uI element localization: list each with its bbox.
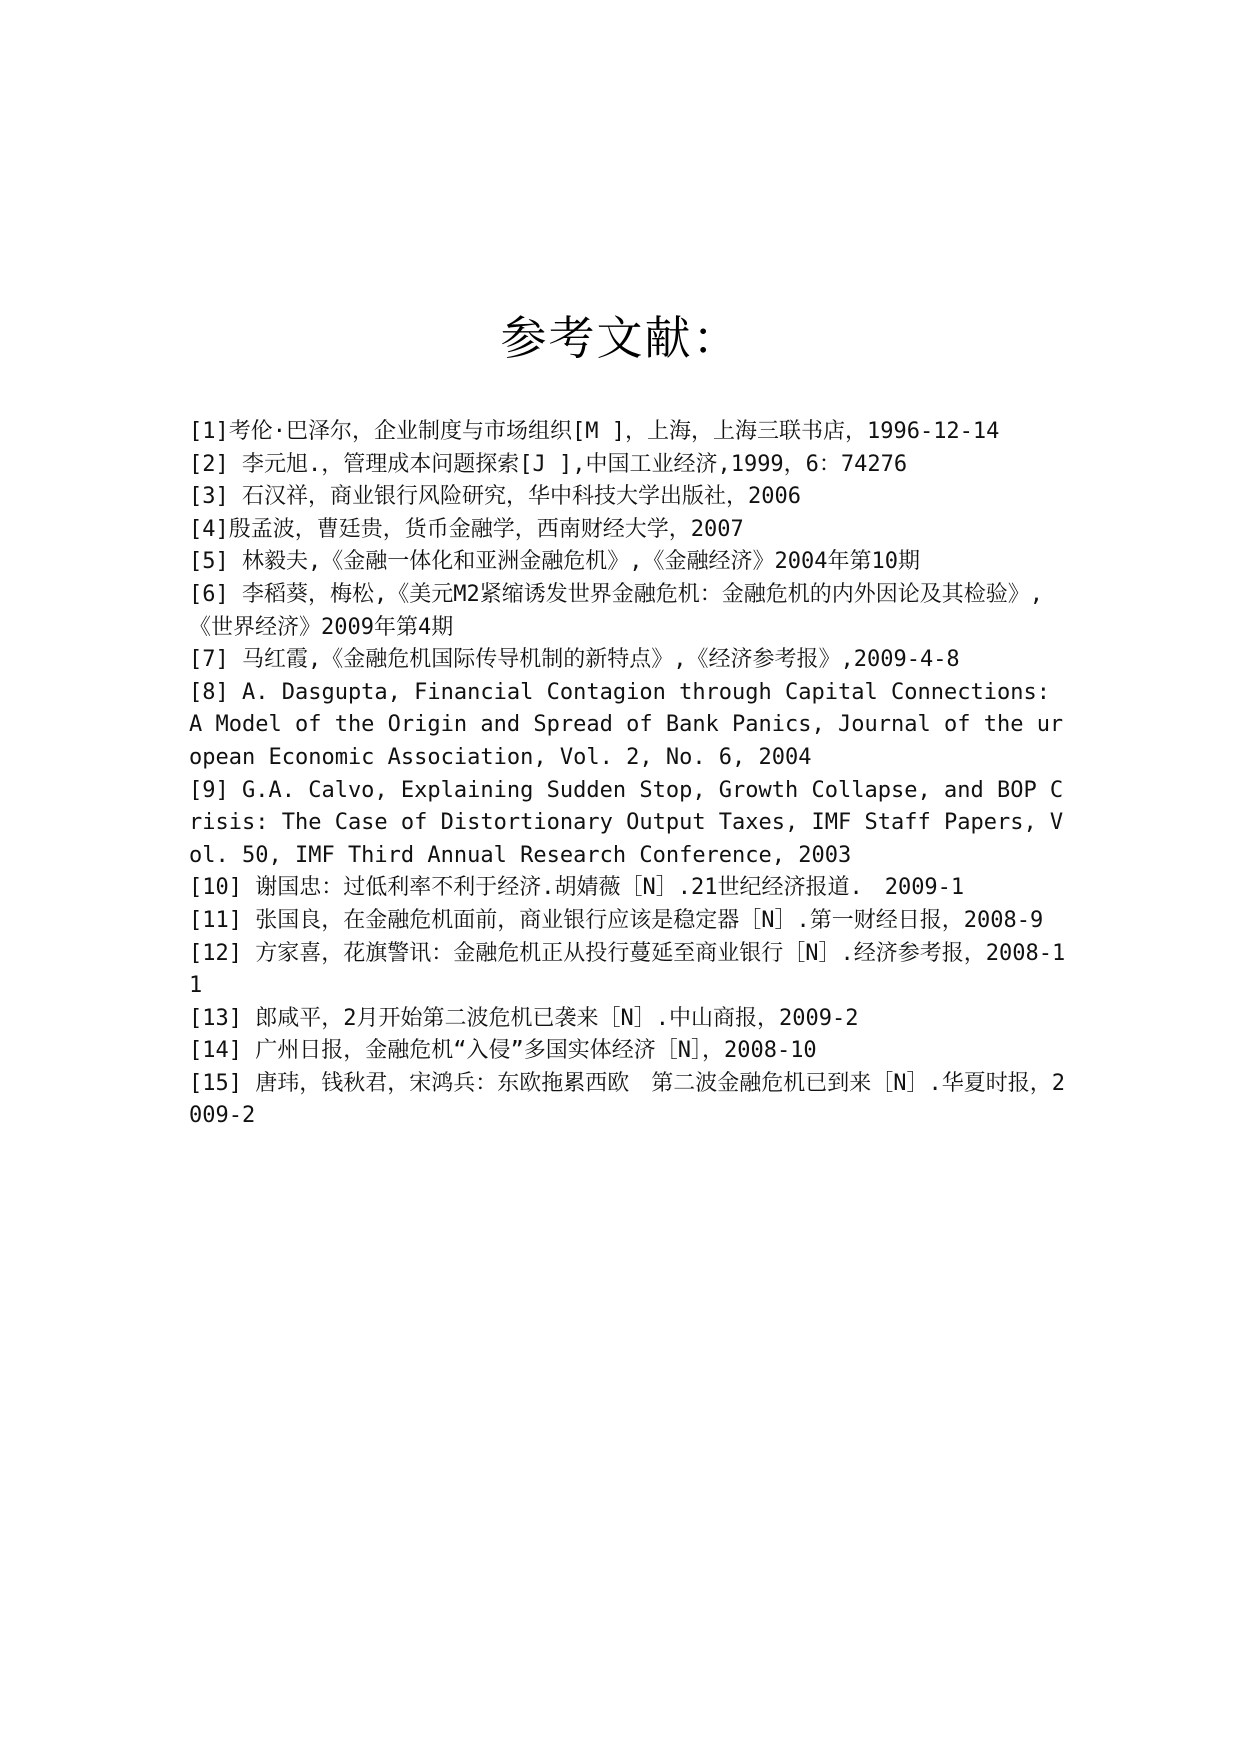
- reference-item: [14] 广州日报，金融危机“入侵”多国实体经济［N］，2008-10: [189, 1038, 817, 1064]
- reference-item: [11] 张国良，在金融危机面前，商业银行应该是稳定器［N］.第一财经日报，2008-9: [189, 907, 1044, 933]
- reference-item: [6] 李稻葵，梅松,《美元M2紧缩诱发世界金融危机：金融危机的内外因论及其检验》,《世界经济》2009年第4期: [189, 581, 1043, 640]
- reference-list: [189, 416, 1069, 1133]
- reference-item: [8] A. Dasgupta, Financial Contagion through Capital Connections: A Model of the Origin and Spread of Bank Panics, Journal of the uropean Economic Association, Vol. 2, No. 6, 2004: [189, 679, 1064, 770]
- page-title: 参考文献：: [500, 311, 741, 365]
- reference-item: [10] 谢国忠：过低利率不利于经济.胡婧薇［N］.21世纪经济报道. 2009-1: [189, 875, 965, 901]
- reference-item: [2] 李元旭.，管理成本问题探索[J ],中国工业经济,1999，6：74276: [189, 451, 908, 477]
- reference-item: [7] 马红霞,《金融危机国际传导机制的新特点》,《经济参考报》,2009-4-8: [189, 647, 960, 673]
- reference-item: [12] 方家喜，花旗警讯：金融危机正从投行蔓延至商业银行［N］.经济参考报，2008-11: [189, 940, 1066, 999]
- reference-item: [13] 郎咸平，2月开始第二波危机已袭来［N］.中山商报，2009-2: [189, 1005, 859, 1031]
- reference-item: [15] 唐玮，钱秋君，宋鸿兵：东欧拖累西欧 第二波金融危机已到来［N］.华夏时报，2009-2: [189, 1070, 1065, 1129]
- reference-item: [4]殷孟波，曹廷贵，货币金融学，西南财经大学，2007: [189, 516, 744, 542]
- reference-item: [5] 林毅夫,《金融一体化和亚洲金融危机》,《金融经济》2004年第10期: [189, 549, 920, 575]
- reference-item: [3] 石汉祥，商业银行风险研究，华中科技大学出版社，2006: [189, 484, 801, 510]
- reference-item: [9] G.A. Calvo, Explaining Sudden Stop, Growth Collapse, and BOP Crisis: The Case of Distortionary Output Taxes, IMF Staff Papers, Vol. 50, IMF Third Annual Research Conference, 2003: [189, 777, 1064, 868]
- reference-item: [1]考伦·巴泽尔，企业制度与市场组织[M ]，上海，上海三联书店，1996-12-14: [189, 419, 1000, 444]
